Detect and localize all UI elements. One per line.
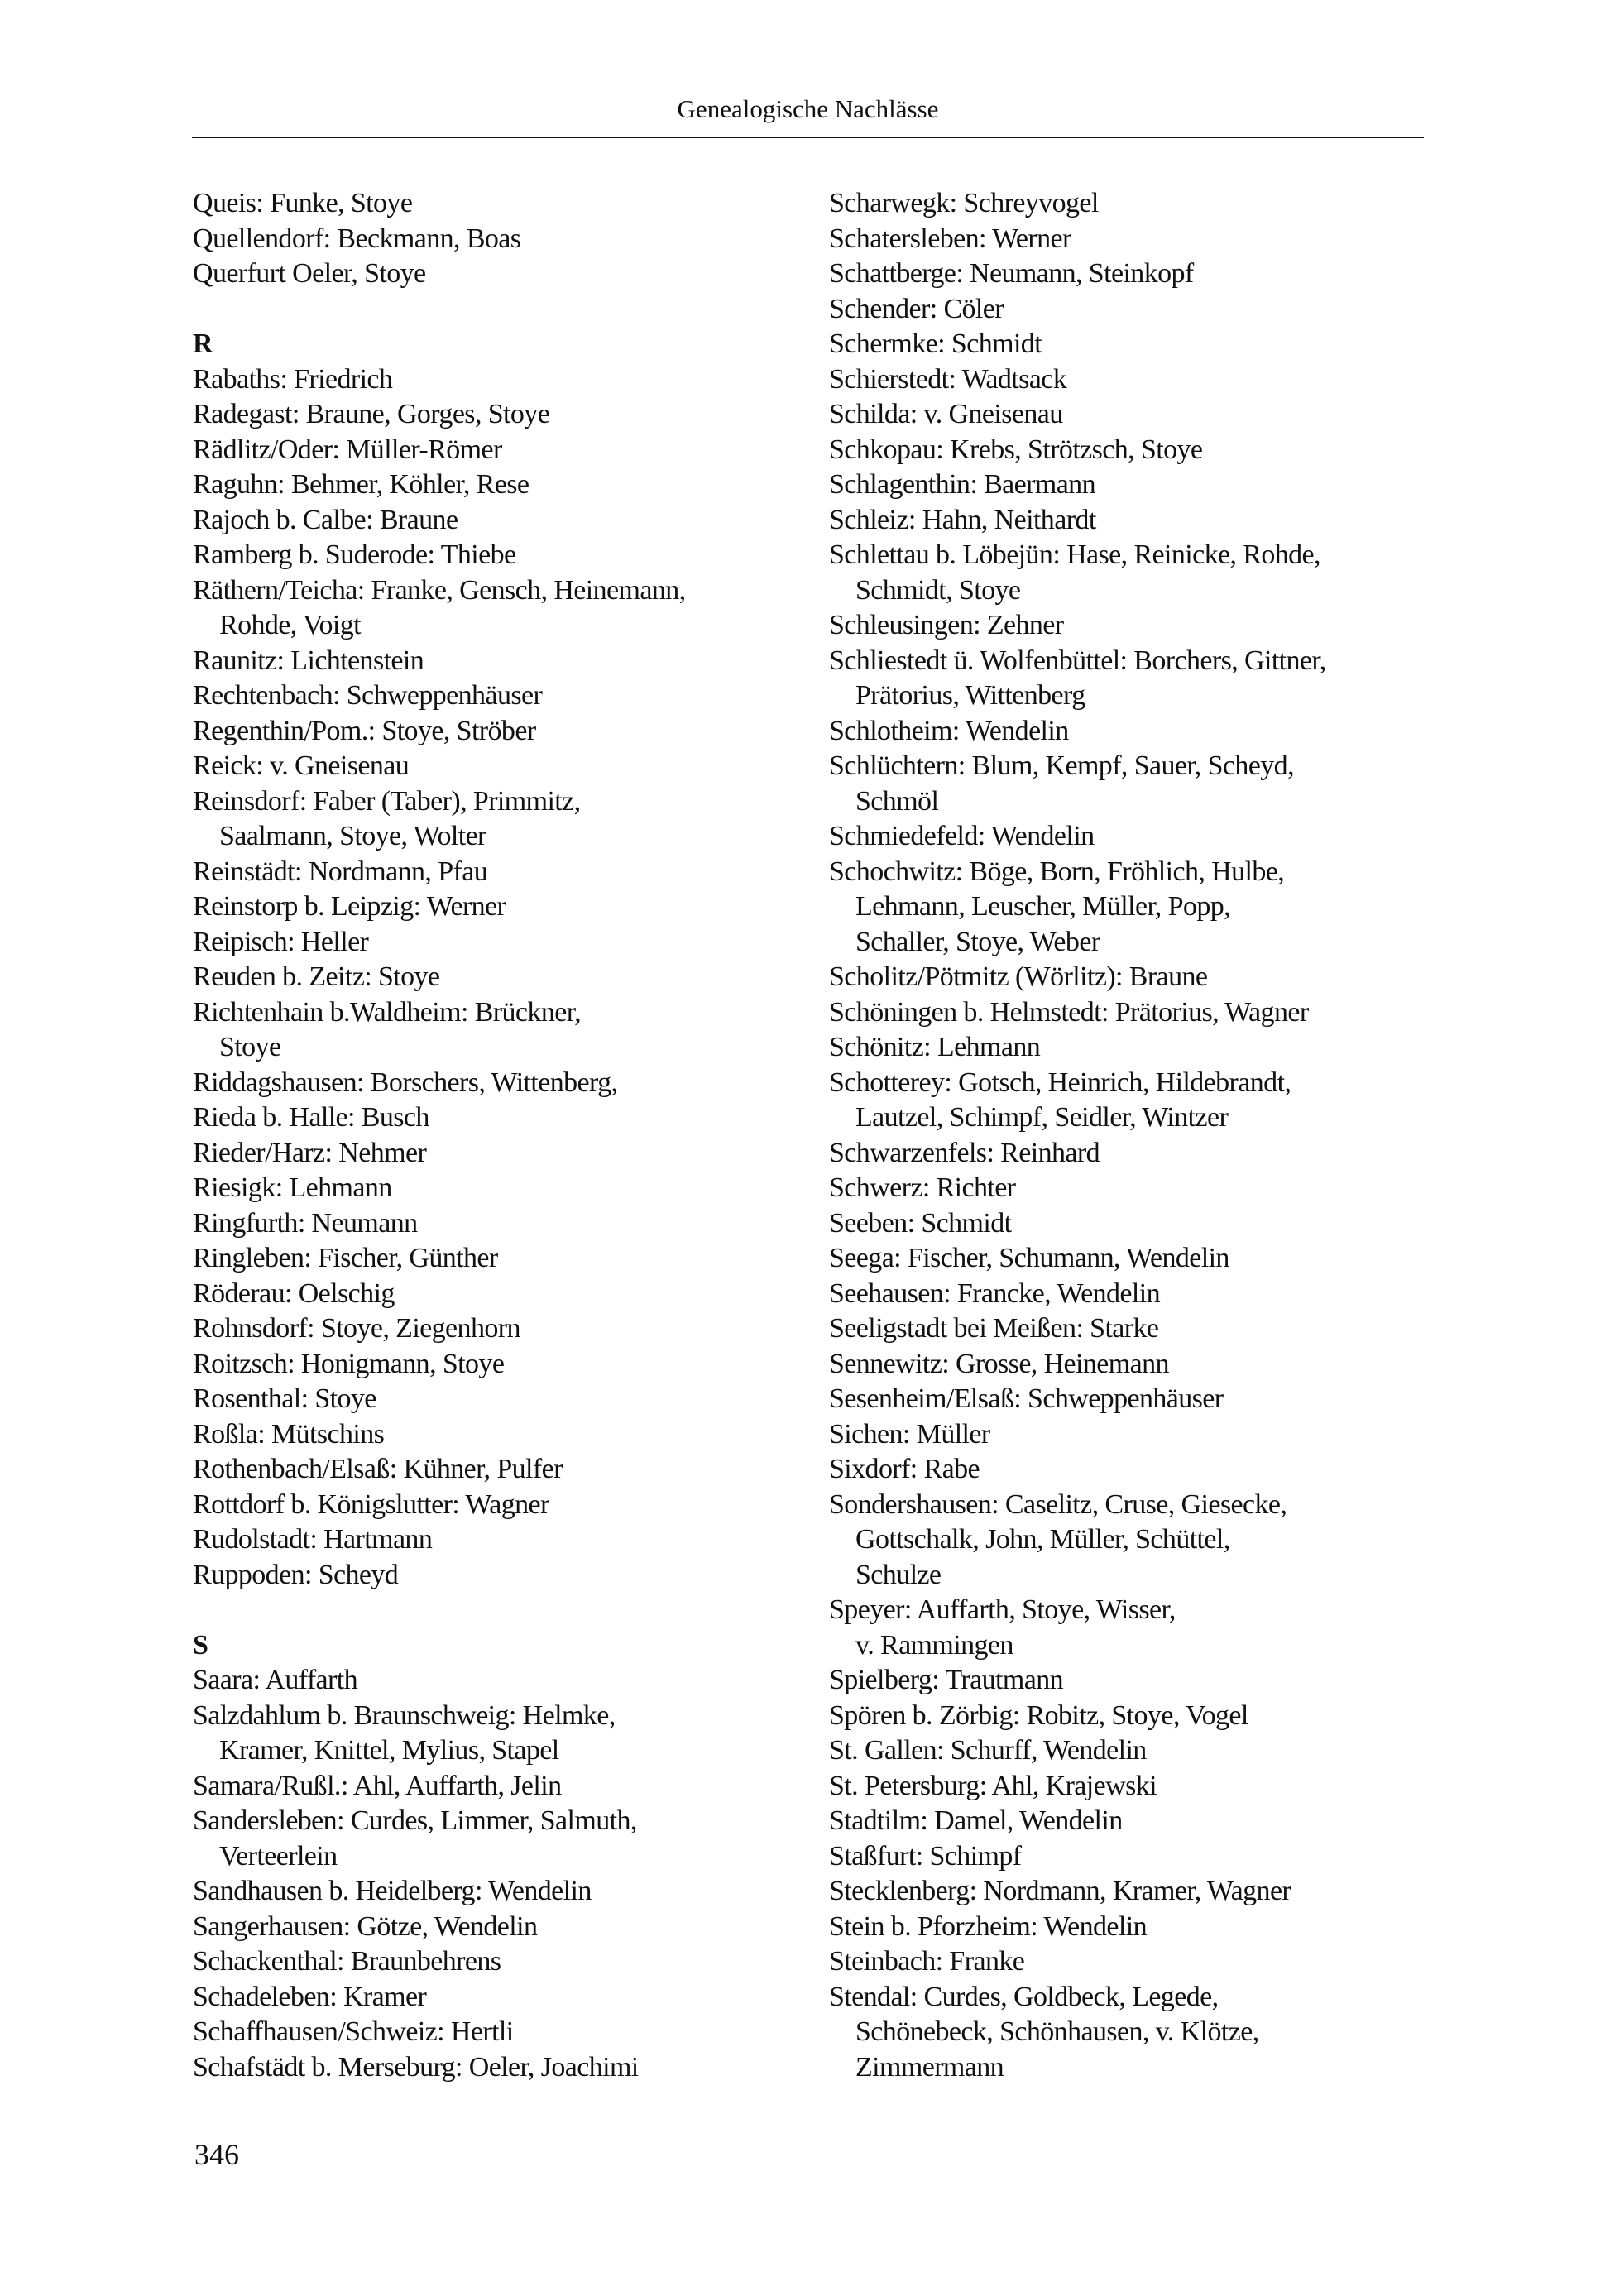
index-entry: Ruppoden: Scheyd — [193, 1559, 399, 1590]
index-entry: Raguhn: Behmer, Köhler, Rese — [193, 469, 529, 500]
index-entry: Radegast: Braune, Gorges, Stoye — [193, 399, 550, 429]
section-letter-heading: S — [193, 1629, 208, 1661]
index-entry: Schadeleben: Kramer — [193, 1981, 427, 2012]
index-entry-continuation: Schaller, Stoye, Weber — [855, 926, 1100, 957]
blank-line — [193, 292, 822, 328]
index-entry: Riddagshausen: Borschers, Wittenberg, — [193, 1067, 618, 1098]
index-entry: Schermke: Schmidt — [829, 328, 1042, 359]
index-entry: Sichen: Müller — [829, 1418, 990, 1450]
index-entry: Seeben: Schmidt — [829, 1207, 1012, 1239]
index-entry: Sandersleben: Curdes, Limmer, Salmuth, — [193, 1805, 637, 1836]
index-entry: Reinstädt: Nordmann, Pfau — [193, 856, 488, 887]
index-entry-continuation: Prätorius, Wittenberg — [855, 680, 1085, 711]
index-entry-continuation: Verteerlein — [219, 1840, 338, 1872]
index-entry-continuation: Zimmermann — [855, 2051, 1004, 2083]
index-entry: Schotterey: Gotsch, Heinrich, Hildebrandt, — [829, 1067, 1291, 1098]
index-entry: Rottdorf b. Königslutter: Wagner — [193, 1488, 549, 1520]
index-entry-continuation: Schmidt, Stoye — [855, 574, 1021, 606]
blank-line — [193, 1593, 822, 1628]
index-entry: St. Petersburg: Ahl, Krajewski — [829, 1770, 1157, 1801]
index-entry: Rudolstadt: Hartmann — [193, 1524, 433, 1555]
index-entry: Stadtilm: Damel, Wendelin — [829, 1805, 1123, 1836]
index-entry: Regenthin/Pom.: Stoye, Ströber — [193, 715, 536, 746]
running-header-title: Genealogische Nachlässe — [677, 94, 939, 123]
header-rule — [192, 137, 1424, 138]
index-entry: Röderau: Oelschig — [193, 1277, 395, 1309]
index-entry: Scholitz/Pötmitz (Wörlitz): Braune — [829, 961, 1208, 992]
index-entry: Sangerhausen: Götze, Wendelin — [193, 1910, 538, 1942]
index-entry: Stendal: Curdes, Goldbeck, Legede, — [829, 1981, 1219, 2012]
index-entry: Schochwitz: Böge, Born, Fröhlich, Hulbe, — [829, 856, 1285, 887]
index-entry: St. Gallen: Schurff, Wendelin — [829, 1735, 1147, 1766]
index-entry: Schmiedefeld: Wendelin — [829, 821, 1095, 851]
index-entry: Saara: Auffarth — [193, 1665, 358, 1695]
index-entry: Seeligstadt bei Meißen: Starke — [829, 1313, 1159, 1344]
index-entry: Staßfurt: Schimpf — [829, 1840, 1022, 1872]
index-entry: Steinbach: Franke — [829, 1946, 1025, 1977]
index-entry: Schatersleben: Werner — [829, 223, 1071, 254]
index-entry: Schöningen b. Helmstedt: Prätorius, Wagner — [829, 996, 1309, 1028]
index-entry-continuation: v. Rammingen — [855, 1629, 1013, 1661]
index-entry-continuation: Saalmann, Stoye, Wolter — [219, 821, 486, 851]
index-entry: Sixdorf: Rabe — [829, 1454, 980, 1484]
index-entry: Räthern/Teicha: Franke, Gensch, Heinemann, — [193, 574, 686, 606]
index-entry: Reinstorp b. Leipzig: Werner — [193, 891, 506, 922]
index-entry: Roitzsch: Honigmann, Stoye — [193, 1348, 505, 1379]
index-entry: Querfurt Oeler, Stoye — [193, 258, 426, 289]
index-entry: Schilda: v. Gneisenau — [829, 399, 1063, 429]
index-entry: Quellendorf: Beckmann, Boas — [193, 223, 521, 254]
index-entry: Schleusingen: Zehner — [829, 610, 1064, 640]
index-entry: Rechtenbach: Schweppenhäuser — [193, 680, 543, 711]
index-entry: Reick: v. Gneisenau — [193, 750, 410, 781]
index-entry: Seega: Fischer, Schumann, Wendelin — [829, 1243, 1229, 1273]
index-entry: Spören b. Zörbig: Robitz, Stoye, Vogel — [829, 1699, 1248, 1731]
index-entry: Schattberge: Neumann, Steinkopf — [829, 258, 1194, 289]
index-entry: Schierstedt: Wadtsack — [829, 363, 1067, 395]
index-entry: Queis: Funke, Stoye — [193, 188, 413, 218]
index-entry: Richtenhain b.Waldheim: Brückner, — [193, 996, 581, 1028]
index-entry: Scharwegk: Schreyvogel — [829, 188, 1099, 218]
index-entry: Rohnsdorf: Stoye, Ziegenhorn — [193, 1313, 520, 1344]
index-entry: Schlüchtern: Blum, Kempf, Sauer, Scheyd, — [829, 750, 1294, 781]
index-entry: Seehausen: Francke, Wendelin — [829, 1277, 1160, 1309]
index-entry-continuation: Schulze — [855, 1559, 942, 1590]
index-entry: Rajoch b. Calbe: Braune — [193, 504, 458, 535]
index-entry-continuation: Rohde, Voigt — [219, 610, 362, 640]
index-entry: Schliestedt ü. Wolfenbüttel: Borchers, Gittner, — [829, 645, 1326, 676]
index-entry: Schlotheim: Wendelin — [829, 715, 1069, 746]
index-entry: Stecklenberg: Nordmann, Kramer, Wagner — [829, 1876, 1291, 1906]
index-entry: Schleiz: Hahn, Neithardt — [829, 504, 1096, 535]
index-entry: Rädlitz/Oder: Müller-Römer — [193, 434, 502, 465]
index-entry: Reipisch: Heller — [193, 926, 369, 957]
index-entry-continuation: Lautzel, Schimpf, Seidler, Wintzer — [855, 1102, 1229, 1133]
index-entry: Reinsdorf: Faber (Taber), Primmitz, — [193, 785, 581, 817]
index-entry: Roßla: Mütschins — [193, 1418, 385, 1450]
index-entry: Sandhausen b. Heidelberg: Wendelin — [193, 1876, 592, 1906]
index-entry: Schlettau b. Löbejün: Hase, Reinicke, Rohde, — [829, 539, 1320, 570]
index-entry: Schwarzenfels: Reinhard — [829, 1137, 1100, 1168]
index-entry: Samara/Rußl.: Ahl, Auffarth, Jelin — [193, 1770, 562, 1801]
index-entry: Reuden b. Zeitz: Stoye — [193, 961, 440, 992]
index-entry: Rothenbach/Elsaß: Kühner, Pulfer — [193, 1454, 563, 1484]
index-column-right — [829, 186, 1458, 2085]
index-entry: Spielberg: Trautmann — [829, 1665, 1063, 1695]
index-entry: Rosenthal: Stoye — [193, 1383, 376, 1414]
index-entry: Ringfurth: Neumann — [193, 1207, 418, 1239]
index-entry: Sondershausen: Caselitz, Cruse, Giesecke, — [829, 1488, 1287, 1520]
index-entry-continuation: Stoye — [219, 1032, 281, 1062]
index-entry: Schönitz: Lehmann — [829, 1032, 1041, 1062]
index-entry: Riesigk: Lehmann — [193, 1172, 392, 1203]
index-entry: Rieda b. Halle: Busch — [193, 1102, 429, 1133]
index-entry: Schwerz: Richter — [829, 1172, 1016, 1203]
index-entry: Raunitz: Lichtenstein — [193, 645, 424, 676]
index-entry: Ramberg b. Suderode: Thiebe — [193, 539, 516, 570]
index-entry: Schlagenthin: Baermann — [829, 469, 1095, 500]
index-entry: Schafstädt b. Merseburg: Oeler, Joachimi — [193, 2051, 639, 2083]
index-entry: Speyer: Auffarth, Stoye, Wisser, — [829, 1594, 1176, 1625]
index-entry: Schaffhausen/Schweiz: Hertli — [193, 2016, 514, 2047]
index-entry: Sesenheim/Elsaß: Schweppenhäuser — [829, 1383, 1224, 1414]
index-entry: Ringleben: Fischer, Günther — [193, 1243, 498, 1273]
index-entry-continuation: Gottschalk, John, Müller, Schüttel, — [855, 1524, 1230, 1555]
index-entry: Rieder/Harz: Nehmer — [193, 1137, 427, 1168]
index-entry-continuation: Schönebeck, Schönhausen, v. Klötze, — [855, 2016, 1259, 2047]
page-number: 346 — [194, 2138, 239, 2171]
index-entry: Stein b. Pforzheim: Wendelin — [829, 1910, 1147, 1942]
index-entry-continuation: Kramer, Knittel, Mylius, Stapel — [219, 1735, 559, 1766]
index-entry: Schkopau: Krebs, Strötzsch, Stoye — [829, 434, 1203, 465]
index-entry: Sennewitz: Grosse, Heinemann — [829, 1348, 1169, 1379]
section-letter-heading: R — [193, 328, 213, 359]
index-entry-continuation: Lehmann, Leuscher, Müller, Popp, — [855, 891, 1231, 922]
index-column-left — [193, 186, 822, 2085]
index-entry: Schender: Cöler — [829, 293, 1004, 324]
index-entry-continuation: Schmöl — [855, 785, 939, 817]
index-entry: Rabaths: Friedrich — [193, 363, 393, 395]
index-entry: Salzdahlum b. Braunschweig: Helmke, — [193, 1699, 616, 1731]
index-entry: Schackenthal: Braunbehrens — [193, 1946, 501, 1977]
